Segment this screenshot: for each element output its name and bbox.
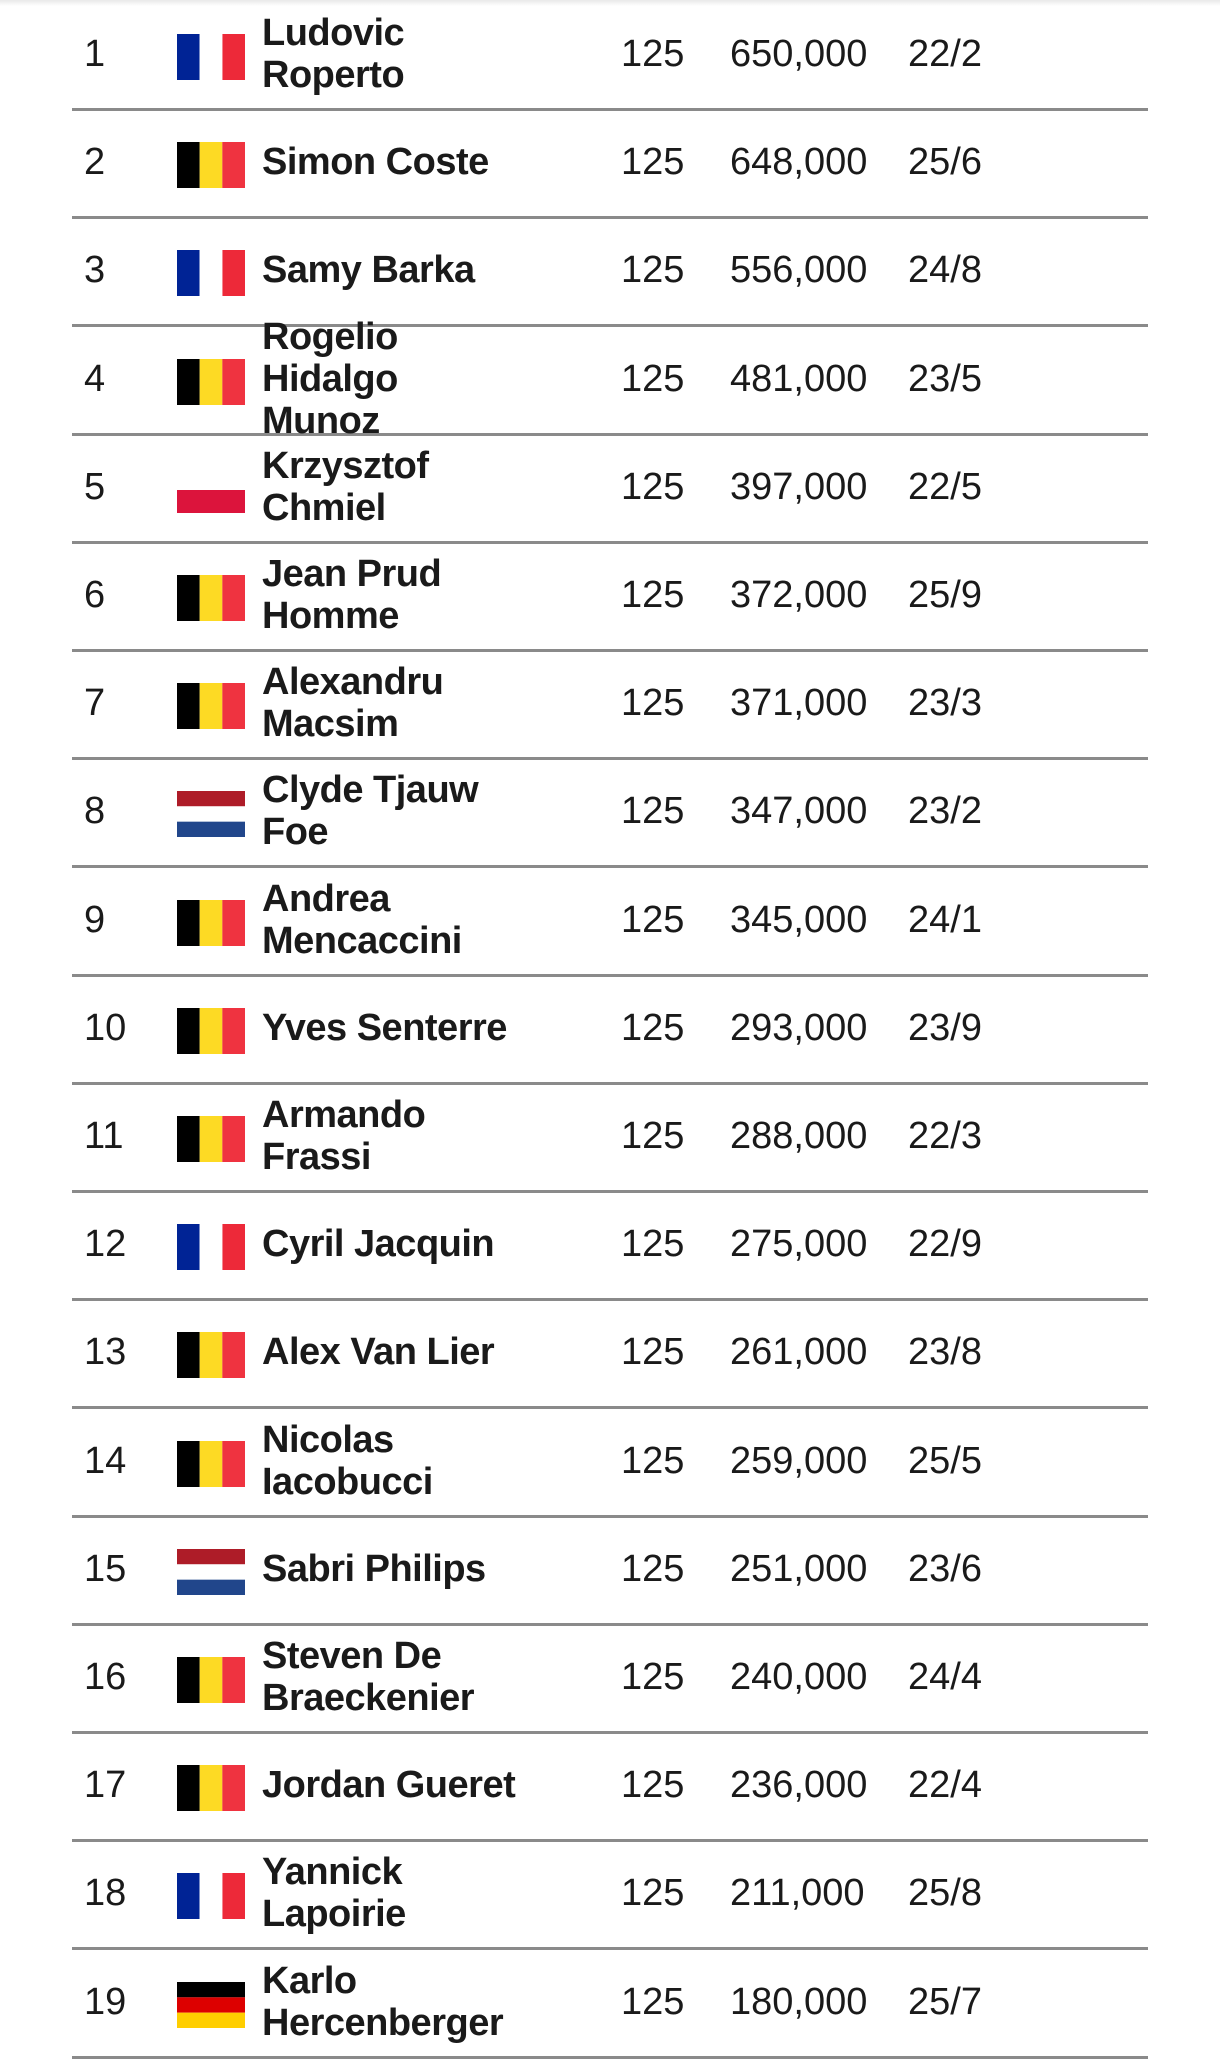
rank-cell: 12	[84, 1222, 127, 1265]
rider-name-line: Alex Van Lier	[262, 1331, 495, 1373]
rider-name-line: Karlo	[262, 1960, 357, 2002]
france-flag-icon	[177, 1873, 245, 1919]
age-cell: 25/5	[908, 1439, 982, 1482]
table-row[interactable]	[72, 1298, 1148, 1409]
table-row[interactable]	[72, 974, 1148, 1085]
rider-name-line: Armando	[262, 1094, 426, 1136]
rider-name-line: Chmiel	[262, 487, 386, 529]
rider-name[interactable]	[262, 316, 522, 442]
rider-name[interactable]	[262, 1515, 522, 1623]
france-flag-icon	[177, 250, 245, 296]
rider-name-line: Ludovic	[262, 12, 405, 54]
points-cell: 372,000	[730, 573, 868, 616]
category-cell: 125	[621, 1655, 685, 1698]
points-cell: 259,000	[730, 1439, 868, 1482]
age-cell: 23/8	[908, 1330, 982, 1373]
rider-name-line: Hidalgo	[262, 358, 398, 400]
rank-cell: 1	[84, 32, 106, 75]
age-cell: 23/3	[908, 681, 982, 724]
table-row[interactable]	[72, 216, 1148, 327]
points-cell: 211,000	[730, 1871, 865, 1914]
belgium-flag-icon	[177, 1765, 245, 1811]
rider-name-line: Alexandru	[262, 661, 444, 703]
table-row[interactable]	[72, 1839, 1148, 1950]
rider-name-line: Jordan Gueret	[262, 1764, 516, 1806]
rider-name-line: Homme	[262, 595, 399, 637]
category-cell: 125	[621, 357, 685, 400]
belgium-flag-icon	[177, 900, 245, 946]
belgium-flag-icon	[177, 1116, 245, 1162]
rank-cell: 9	[84, 898, 106, 941]
rider-name[interactable]	[262, 433, 522, 541]
category-cell: 125	[621, 140, 685, 183]
table-row[interactable]	[72, 1515, 1148, 1626]
age-cell: 25/8	[908, 1871, 982, 1914]
age-cell: 22/5	[908, 465, 982, 508]
belgium-flag-icon	[177, 1008, 245, 1054]
points-cell: 347,000	[730, 789, 868, 832]
category-cell: 125	[621, 1980, 685, 2023]
france-flag-icon	[177, 1224, 245, 1270]
table-row[interactable]	[72, 541, 1148, 652]
category-cell: 125	[621, 898, 685, 941]
points-cell: 293,000	[730, 1006, 868, 1049]
rider-name-line: Munoz	[262, 400, 380, 442]
points-cell: 180,000	[730, 1980, 868, 2023]
age-cell: 24/8	[908, 248, 982, 291]
belgium-flag-icon	[177, 142, 245, 188]
france-flag-icon	[177, 34, 245, 80]
rider-name-line: Clyde Tjauw	[262, 769, 479, 811]
rider-name-line: Samy Barka	[262, 249, 475, 291]
rider-name[interactable]	[262, 1731, 522, 1839]
belgium-flag-icon	[177, 683, 245, 729]
rider-name[interactable]	[262, 866, 522, 974]
belgium-flag-icon	[177, 1657, 245, 1703]
rider-name-line: Simon Coste	[262, 141, 489, 183]
category-cell: 125	[621, 1330, 685, 1373]
rank-cell: 10	[84, 1006, 127, 1049]
rider-name[interactable]	[262, 108, 522, 216]
category-cell: 125	[621, 32, 685, 75]
table-row[interactable]	[72, 1948, 1148, 2059]
age-cell: 22/3	[908, 1114, 982, 1157]
rank-cell: 13	[84, 1330, 127, 1373]
rider-name-line: Cyril Jacquin	[262, 1223, 495, 1265]
rider-name-line: Krzysztof	[262, 445, 429, 487]
table-row[interactable]	[72, 1190, 1148, 1301]
rider-name-line: Andrea	[262, 878, 390, 920]
age-cell: 22/4	[908, 1763, 982, 1806]
rider-name-line: Foe	[262, 811, 329, 853]
rank-cell: 3	[84, 248, 106, 291]
category-cell: 125	[621, 1547, 685, 1590]
rider-name[interactable]	[262, 1948, 522, 2056]
table-row[interactable]	[72, 1407, 1148, 1518]
table-row[interactable]	[72, 316, 1148, 442]
age-cell: 23/5	[908, 357, 982, 400]
rider-name-line: Sabri Philips	[262, 1548, 486, 1590]
rider-name-line: Jean Prud	[262, 553, 442, 595]
age-cell: 24/4	[908, 1655, 982, 1698]
rider-name[interactable]	[262, 1407, 522, 1515]
rank-cell: 14	[84, 1439, 127, 1482]
age-cell: 22/9	[908, 1222, 982, 1265]
age-cell: 23/6	[908, 1547, 982, 1590]
rider-name-line: Iacobucci	[262, 1461, 433, 1503]
rank-cell: 11	[84, 1114, 124, 1157]
points-cell: 481,000	[730, 357, 868, 400]
rank-cell: 15	[84, 1547, 127, 1590]
points-cell: 556,000	[730, 248, 868, 291]
belgium-flag-icon	[177, 1332, 245, 1378]
rider-name[interactable]	[262, 1298, 522, 1406]
category-cell: 125	[621, 1763, 685, 1806]
rider-name[interactable]	[262, 757, 522, 865]
category-cell: 125	[621, 1114, 685, 1157]
rank-cell: 4	[84, 357, 106, 400]
points-cell: 345,000	[730, 898, 868, 941]
rider-name-line: Hercenberger	[262, 2002, 504, 2044]
table-row[interactable]	[72, 0, 1148, 111]
rider-name-line: Lapoirie	[262, 1893, 406, 1935]
rider-name-line: Nicolas	[262, 1419, 394, 1461]
points-cell: 240,000	[730, 1655, 868, 1698]
category-cell: 125	[621, 1439, 685, 1482]
points-cell: 288,000	[730, 1114, 868, 1157]
points-cell: 236,000	[730, 1763, 868, 1806]
rank-cell: 7	[84, 681, 106, 724]
age-cell: 22/2	[908, 32, 982, 75]
rider-name[interactable]	[262, 649, 522, 757]
category-cell: 125	[621, 681, 685, 724]
rider-name[interactable]	[262, 0, 522, 108]
category-cell: 125	[621, 465, 685, 508]
rank-cell: 8	[84, 789, 106, 832]
rider-name-line: Roperto	[262, 54, 405, 96]
table-row[interactable]	[72, 108, 1148, 219]
points-cell: 261,000	[730, 1330, 868, 1373]
rider-name-line: Frassi	[262, 1136, 371, 1178]
rider-name-line: Braeckenier	[262, 1677, 475, 1719]
rider-name-line: Macsim	[262, 703, 399, 745]
rank-cell: 18	[84, 1871, 127, 1914]
rider-name-line: Yannick	[262, 1851, 403, 1893]
belgium-flag-icon	[177, 575, 245, 621]
points-cell: 650,000	[730, 32, 868, 75]
rank-cell: 2	[84, 140, 106, 183]
rank-cell: 5	[84, 465, 106, 508]
rider-name[interactable]	[262, 541, 522, 649]
belgium-flag-icon	[177, 359, 245, 405]
rank-cell: 6	[84, 573, 106, 616]
category-cell: 125	[621, 789, 685, 832]
rank-cell: 19	[84, 1980, 127, 2023]
rider-name[interactable]	[262, 1623, 522, 1731]
category-cell: 125	[621, 248, 685, 291]
age-cell: 25/7	[908, 1980, 982, 2023]
points-cell: 275,000	[730, 1222, 868, 1265]
rider-name-line: Steven De	[262, 1635, 442, 1677]
germany-flag-icon	[177, 1982, 245, 2028]
rider-name[interactable]	[262, 1190, 522, 1298]
table-row[interactable]	[72, 1623, 1148, 1734]
table-row[interactable]	[72, 1082, 1148, 1193]
netherlands-flag-icon	[177, 791, 245, 837]
table-row[interactable]	[72, 433, 1148, 544]
rider-name-line: Yves Senterre	[262, 1007, 507, 1049]
rank-cell: 17	[84, 1763, 127, 1806]
category-cell: 125	[621, 573, 685, 616]
age-cell: 23/9	[908, 1006, 982, 1049]
rank-cell: 16	[84, 1655, 127, 1698]
rider-name[interactable]	[262, 216, 522, 324]
rider-name[interactable]	[262, 1082, 522, 1190]
rider-name[interactable]	[262, 1839, 522, 1947]
points-cell: 251,000	[730, 1547, 868, 1590]
netherlands-flag-icon	[177, 1549, 245, 1595]
table-row[interactable]	[72, 866, 1148, 977]
age-cell: 25/6	[908, 140, 982, 183]
age-cell: 23/2	[908, 789, 982, 832]
rider-name-line: Rogelio	[262, 316, 398, 358]
points-cell: 648,000	[730, 140, 868, 183]
poland-flag-icon	[177, 467, 245, 513]
rider-name-line: Mencaccini	[262, 920, 462, 962]
category-cell: 125	[621, 1871, 685, 1914]
table-row[interactable]	[72, 649, 1148, 760]
table-row[interactable]	[72, 757, 1148, 868]
age-cell: 24/1	[908, 898, 982, 941]
belgium-flag-icon	[177, 1441, 245, 1487]
category-cell: 125	[621, 1006, 685, 1049]
category-cell: 125	[621, 1222, 685, 1265]
age-cell: 25/9	[908, 573, 982, 616]
points-cell: 371,000	[730, 681, 868, 724]
points-cell: 397,000	[730, 465, 868, 508]
table-row[interactable]	[72, 1731, 1148, 1842]
rider-name[interactable]	[262, 974, 522, 1082]
